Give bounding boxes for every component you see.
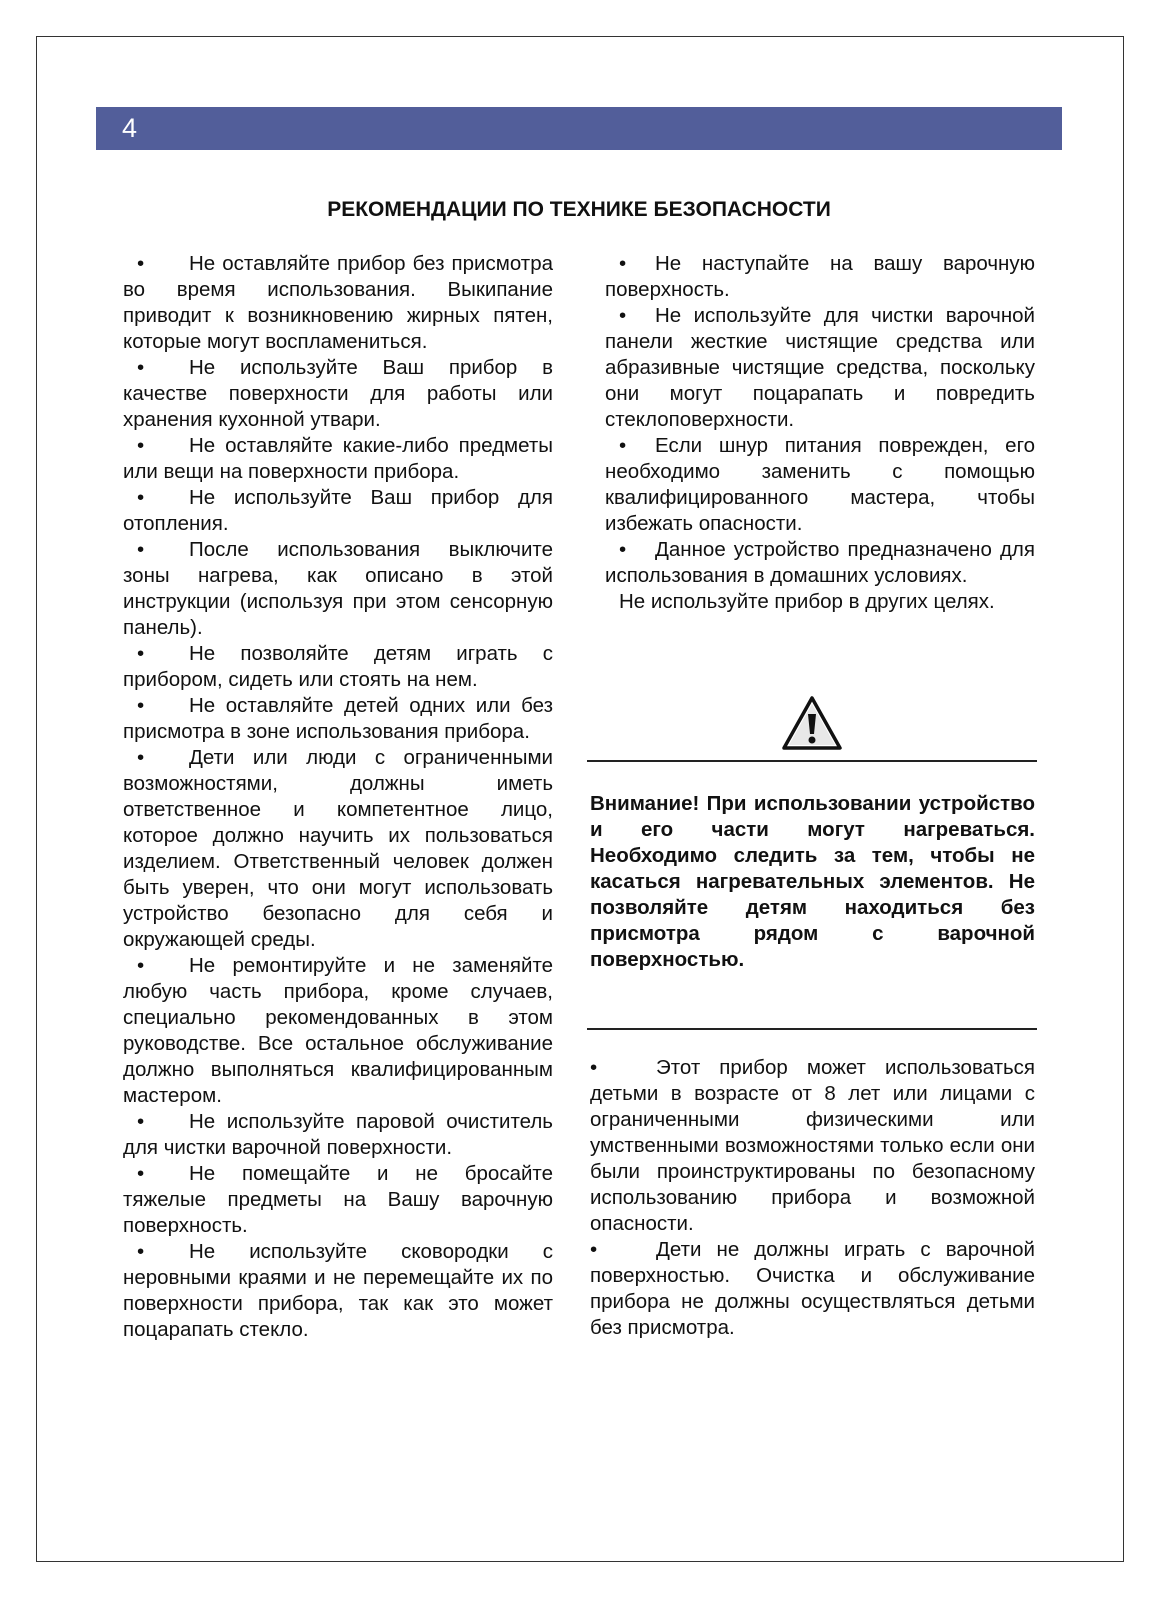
note-text: Не используйте прибор в других целях. bbox=[619, 590, 995, 613]
item-text: Данное устройство предназначено для использования в домашних условиях. bbox=[605, 538, 1035, 587]
list-item bbox=[123, 953, 553, 1109]
item-text: Не наступайте на вашу варочную поверхность. bbox=[605, 252, 1035, 301]
list-item bbox=[123, 641, 553, 693]
item-text: Не используйте для чистки варочной панели жесткие чистящие средства или абразивные чистящие средства, поскольку они могут поцарапать и повредить стеклоповерхности. bbox=[605, 304, 1035, 431]
bullet-icon: • bbox=[590, 1056, 598, 1079]
list-item bbox=[123, 745, 553, 953]
bullet-icon: • bbox=[137, 1240, 145, 1263]
item-text: Не используйте сковородки с неровными краями и не перемещайте их по поверхности прибора, так как это может поцарапать стекло. bbox=[123, 1240, 553, 1341]
list-item bbox=[123, 355, 553, 433]
item-text: Не используйте Ваш прибор для отопления. bbox=[123, 486, 553, 535]
bullet-icon: • bbox=[137, 538, 145, 561]
header-bar bbox=[96, 107, 1062, 150]
bullet-icon: • bbox=[619, 538, 627, 561]
list-item bbox=[605, 303, 1035, 433]
left-column bbox=[123, 251, 553, 1343]
item-text: Если шнур питания поврежден, его необходимо заменить с помощью квалифицированного мастера, чтобы избежать опасности. bbox=[605, 434, 1035, 535]
list-item bbox=[123, 537, 553, 641]
list-item bbox=[605, 537, 1035, 589]
bullet-icon: • bbox=[137, 694, 145, 717]
right-column bbox=[605, 251, 1035, 615]
item-text: Не используйте паровой очиститель для чистки варочной поверхности. bbox=[123, 1110, 553, 1159]
bullet-icon: • bbox=[137, 434, 145, 457]
bullet-icon: • bbox=[590, 1238, 598, 1261]
item-text: Не используйте Ваш прибор в качестве поверхности для работы или хранения кухонной утвари. bbox=[123, 356, 553, 431]
list-item bbox=[123, 433, 553, 485]
bullet-icon: • bbox=[137, 746, 145, 769]
item-text: Не позволяйте детям играть с прибором, сидеть или стоять на нем. bbox=[123, 642, 553, 691]
bullet-icon: • bbox=[137, 1162, 145, 1185]
item-text: После использования выключите зоны нагрева, как описано в этой инструкции (используя при этом сенсорную панель). bbox=[123, 538, 553, 639]
list-item bbox=[590, 1237, 1035, 1341]
item-text: Не ремонтируйте и не заменяйте любую часть прибора, кроме случаев, специально рекомендованных в этом руководстве. Все остальное обслуживание должно выполняться квалифицированным мастером. bbox=[123, 954, 553, 1107]
list-item bbox=[605, 433, 1035, 537]
warning-triangle-icon bbox=[780, 694, 844, 752]
bullet-icon: • bbox=[137, 252, 145, 275]
divider bbox=[587, 1028, 1037, 1030]
item-text: Дети не должны играть с варочной поверхностью. Очистка и обслуживание прибора не должны осуществляться детьми без присмотра. bbox=[590, 1238, 1035, 1339]
list-item bbox=[590, 1055, 1035, 1237]
bullet-icon: • bbox=[619, 434, 627, 457]
divider bbox=[587, 760, 1037, 762]
bullet-icon: • bbox=[619, 304, 627, 327]
warning-text: Внимание! При использовании устройство и его части могут нагреваться. Необходимо следить за тем, чтобы не касаться нагревательных элементов. Не позволяйте детям находиться без присмотра рядом с варочной поверхностью. bbox=[590, 792, 1035, 971]
item-text: Этот прибор может использоваться детьми в возрасте от 8 лет или лицами с ограниченными физическими или умственными возможностями только если они были проинструктированы по безопасному использованию прибора и возможной опасности. bbox=[590, 1056, 1035, 1235]
list-item bbox=[123, 1239, 553, 1343]
bullet-icon: • bbox=[137, 486, 145, 509]
item-text: Дети или люди с ограниченными возможностями, должны иметь ответственное и компетентное лицо, которое должно научить их пользоваться изделием. Ответственный человек должен быть уверен, что они могут использовать устройство безопасно для себя и окружающей среды. bbox=[123, 746, 553, 951]
bullet-icon: • bbox=[137, 642, 145, 665]
list-item bbox=[123, 485, 553, 537]
section-title: РЕКОМЕНДАЦИИ ПО ТЕХНИКЕ БЕЗОПАСНОСТИ bbox=[327, 198, 831, 221]
bullet-icon: • bbox=[137, 1110, 145, 1133]
list-item bbox=[123, 1109, 553, 1161]
list-item bbox=[123, 1161, 553, 1239]
item-text: Не оставляйте какие-либо предметы или вещи на поверхности прибора. bbox=[123, 434, 553, 483]
item-text: Не оставляйте детей одних или без присмотра в зоне использования прибора. bbox=[123, 694, 553, 743]
bullet-icon: • bbox=[137, 356, 145, 379]
page-number: 4 bbox=[122, 113, 138, 143]
right-column-bottom bbox=[590, 1055, 1035, 1341]
item-text: Не оставляйте прибор без присмотра во время использования. Выкипание приводит к возникновению жирных пятен, которые могут воспламениться. bbox=[123, 252, 553, 353]
list-item bbox=[123, 251, 553, 355]
bullet-icon: • bbox=[137, 954, 145, 977]
list-item bbox=[123, 693, 553, 745]
bullet-icon: • bbox=[619, 252, 627, 275]
list-item bbox=[605, 251, 1035, 303]
item-text: Не помещайте и не бросайте тяжелые предметы на Вашу варочную поверхность. bbox=[123, 1162, 553, 1237]
